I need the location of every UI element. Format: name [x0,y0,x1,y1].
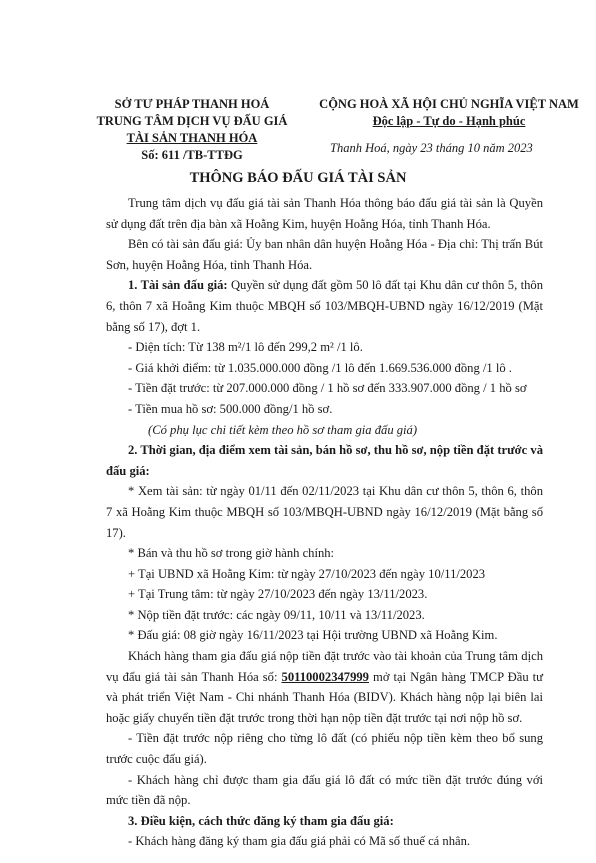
separate-deposit-line: - Tiền đặt trước nộp riêng cho từng lô đất (có phiếu nộp tiền kèm theo bổ sung trước cuộc đấu giá). [106,731,543,767]
payment-text-before: Khách hàng tham gia đấu giá nộp tiền đặt trước vào tài khoản của Trung tâm dịch vụ đấu giá tài sản Thanh Hóa số: [106,649,543,684]
national-motto: Độc lập - Tự do - Hạnh phúc [372,114,526,128]
area-line: - Diện tích: Từ 138 m²/1 lô đến 299,2 m² /1 lô. [128,340,363,355]
tax-code-line: - Khách hàng đăng ký tham gia đấu giá phải có Mã số thuế cá nhân. [128,834,471,849]
date-line: Thanh Hoá, ngày 23 tháng 10 năm 2023 [330,141,533,155]
section-2-heading: 2. Thời gian, địa điểm xem tài sản, bán hồ sơ, thu hồ sơ, nộp tiền đặt trước và đấu giá: [106,443,543,478]
issuer-line-1: SỞ TƯ PHÁP THANH HOÁ [114,97,270,111]
auction-line: * Đấu giá: 08 giờ ngày 16/11/2023 tại Hội trường UBND xã Hoằng Kim. [128,628,498,643]
payment-text-after: mở tại Ngân hàng TMCP Đầu tư và phát triển Việt Nam - Chi nhánh Thanh Hóa (BIDV). Khách hàng nộp lại biên lai hoặc giấy chuyển tiền đặt trước trong thời hạn nộp tiền đặt trước tại nơi nộp hồ sơ. [106,669,543,725]
national-title: CỘNG HOÀ XÃ HỘI CHỦ NGHĨA VIỆT NAM [319,97,579,111]
document-title: THÔNG BÁO ĐẤU GIÁ TÀI SẢN [189,170,407,186]
intro-paragraph: Trung tâm dịch vụ đấu giá tài sản Thanh Hóa thông báo đấu giá tài sản là Quyền sử dụng đất trên địa bàn xã Hoằng Kim, huyện Hoằng Hóa, tỉnh Thanh Hóa. [106,196,543,231]
document-number: Số: 611 /TB-TTĐG [141,148,243,162]
start-price-line: - Giá khởi điểm: từ 1.035.000.000 đồng /1 lô đến 1.669.536.000 đồng /1 lô . [128,360,512,375]
at-center-line: + Tại Trung tâm: từ ngày 27/10/2023 đến ngày 13/11/2023. [128,587,428,602]
owner-paragraph: Bên có tài sản đấu giá: Ủy ban nhân dân huyện Hoằng Hóa - Địa chỉ: Thị trấn Bút Sơn, huyện Hoằng Hóa, tỉnh Thanh Hóa. [106,237,543,272]
issuer-line-2: TRUNG TÂM DỊCH VỤ ĐẤU GIÁ [96,114,288,128]
document-body [106,193,543,852]
matching-deposit-line: - Khách hàng chỉ được tham gia đấu giá lô đất có mức tiền đặt trước đúng với mức tiền đã nộp. [106,772,543,808]
deposit-dates-line: * Nộp tiền đặt trước: các ngày 09/11, 10/11 và 13/11/2023. [128,607,425,622]
payment-paragraph [106,646,543,728]
account-number: 50110002347999 [281,669,369,684]
section-1-text: Quyền sử dụng đất gồm 50 lô đất tại Khu dân cư thôn 5, thôn 6, thôn 7 xã Hoằng Kim thuộc MBQH số 103/MBQH-UBND ngày 16/12/2019 (Mặt bằng số 17), đợt 1. [106,278,543,334]
deposit-line: - Tiền đặt trước: từ 207.000.000 đồng / 1 hồ sơ đến 333.907.000 đồng / 1 hồ sơ [128,381,527,396]
dossier-fee-line: - Tiền mua hồ sơ: 500.000 đồng/1 hồ sơ. [128,401,333,416]
national-header [318,96,580,130]
sell-collect-line: * Bán và thu hồ sơ trong giờ hành chính: [128,546,335,561]
issuer-block [92,96,292,164]
section-1-paragraph [106,275,543,337]
section-1-heading: 1. Tài sản đấu giá: [128,278,228,293]
section-3-heading: 3. Điều kiện, cách thức đăng ký tham gia đấu giá: [128,813,394,828]
appendix-note: (Có phụ lục chi tiết kèm theo hồ sơ tham gia đấu giá) [148,422,418,437]
view-asset-line: * Xem tài sản: từ ngày 01/11 đến 02/11/2023 tại Khu dân cư thôn 5, thôn 6, thôn 7 xã Hoằng Kim thuộc MBQH số 103/MBQH-UBND ngày 16/12/2019 (Mặt bằng số 17). [106,484,543,540]
issuer-line-3: TÀI SẢN THANH HÓA [126,131,258,145]
at-commune-line: + Tại UBND xã Hoằng Kim: từ ngày 27/10/2023 đến ngày 10/11/2023 [128,566,486,581]
